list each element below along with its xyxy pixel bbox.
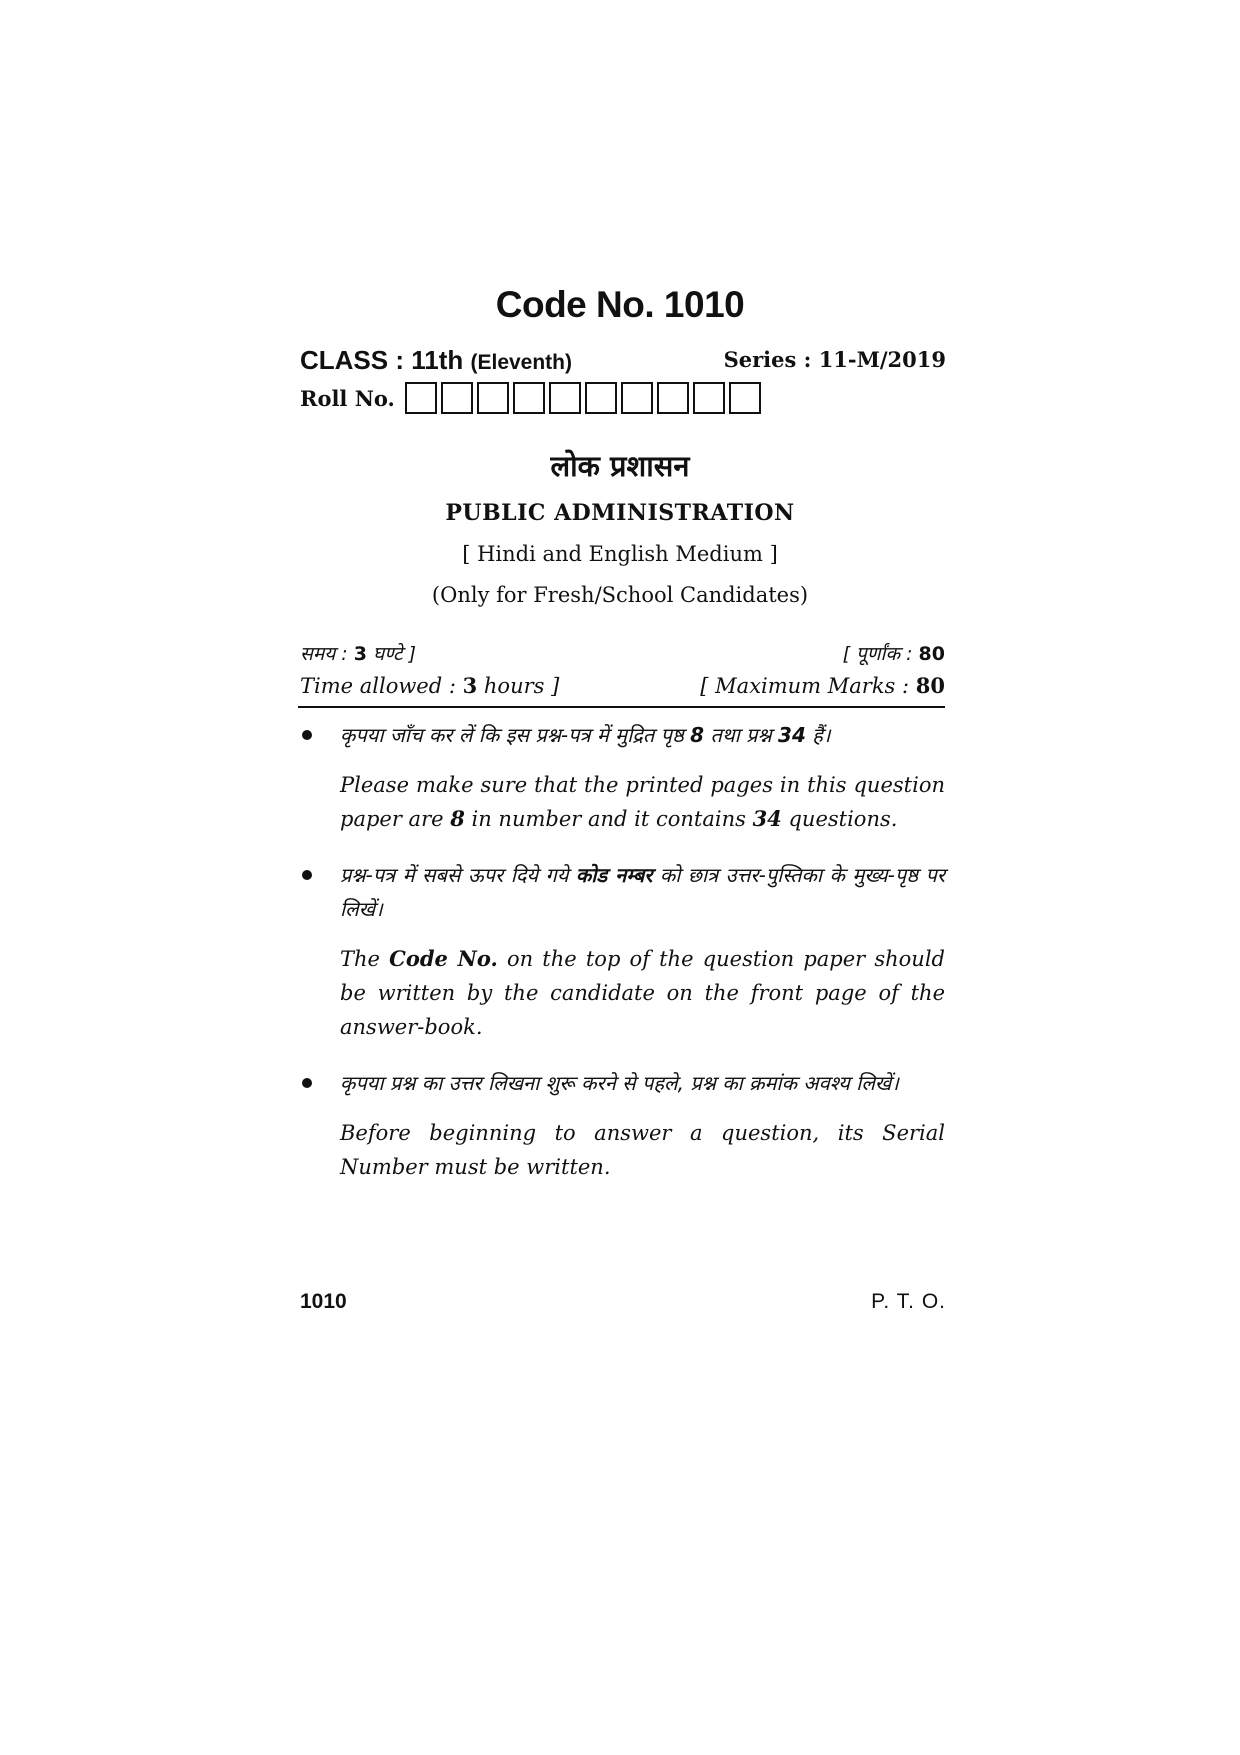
roll-digit-box[interactable] (621, 382, 653, 414)
series-label: Series : 11-M/2019 (723, 347, 946, 372)
bullet-icon (302, 730, 312, 740)
roll-label: Roll No. (300, 385, 395, 411)
instruction-item (300, 858, 945, 1044)
roll-digit-box[interactable] (693, 382, 725, 414)
instruction-item (300, 718, 945, 836)
class-paren: (Eleventh) (470, 351, 572, 374)
marks-english: [ Maximum Marks : 80 (700, 673, 945, 698)
class-label: CLASS : 11th (300, 345, 464, 375)
code-number-heading: Code No. 1010 (495, 284, 745, 325)
bullet-icon (302, 1078, 312, 1088)
instruction-english: The Code No. on the top of the question paper should be written by the candidate on the front page of the answer-book. (340, 946, 945, 1039)
instruction-hindi: कृपया प्रश्न का उत्तर लिखना शुरू करने से पहले, प्रश्न का क्रमांक अवश्य लिखें। (340, 1071, 899, 1095)
instruction-hindi: प्रश्न-पत्र में सबसे ऊपर दिये गये कोड नम्बर को छात्र उत्तर-पुस्तिका के मुख्य-पृष्ठ पर लिखें। (340, 863, 946, 921)
roll-digit-box[interactable] (441, 382, 473, 414)
subject-title-hindi: लोक प्रशासन (550, 449, 690, 483)
marks-hindi: [ पूर्णांक : 80 (842, 643, 945, 665)
class-info (300, 345, 572, 376)
roll-digit-box[interactable] (477, 382, 509, 414)
medium-note: [ Hindi and English Medium ] (462, 542, 778, 566)
time-marks-hindi (300, 640, 945, 666)
roll-number-boxes (405, 382, 765, 414)
instruction-english: Before beginning to answer a question, its Serial Number must be written. (340, 1121, 945, 1179)
time-hindi: समय : 3 घण्टे ] (300, 643, 417, 665)
bullet-icon (302, 870, 312, 880)
roll-digit-box[interactable] (585, 382, 617, 414)
roll-digit-box[interactable] (657, 382, 689, 414)
roll-digit-box[interactable] (405, 382, 437, 414)
roll-number-row (300, 380, 765, 416)
subject-title-english: PUBLIC ADMINISTRATION (445, 500, 795, 526)
pto-label: P. T. O. (871, 1290, 946, 1313)
instruction-hindi: कृपया जाँच कर लें कि इस प्रश्न-पत्र में मुद्रित पृष्ठ 8 तथा प्रश्न 34 हैं। (340, 723, 831, 747)
instruction-english: Please make sure that the printed pages in this question paper are 8 in number and it contains 34 questions. (340, 773, 945, 831)
time-english: Time allowed : 3 hours ] (300, 673, 560, 698)
time-marks-english (300, 673, 945, 698)
instructions-list (300, 718, 945, 1206)
candidates-note: (Only for Fresh/School Candidates) (431, 583, 809, 607)
instruction-item (300, 1066, 945, 1184)
roll-digit-box[interactable] (729, 382, 761, 414)
divider (298, 706, 945, 708)
roll-digit-box[interactable] (513, 382, 545, 414)
roll-digit-box[interactable] (549, 382, 581, 414)
footer-code: 1010 (300, 1290, 347, 1313)
